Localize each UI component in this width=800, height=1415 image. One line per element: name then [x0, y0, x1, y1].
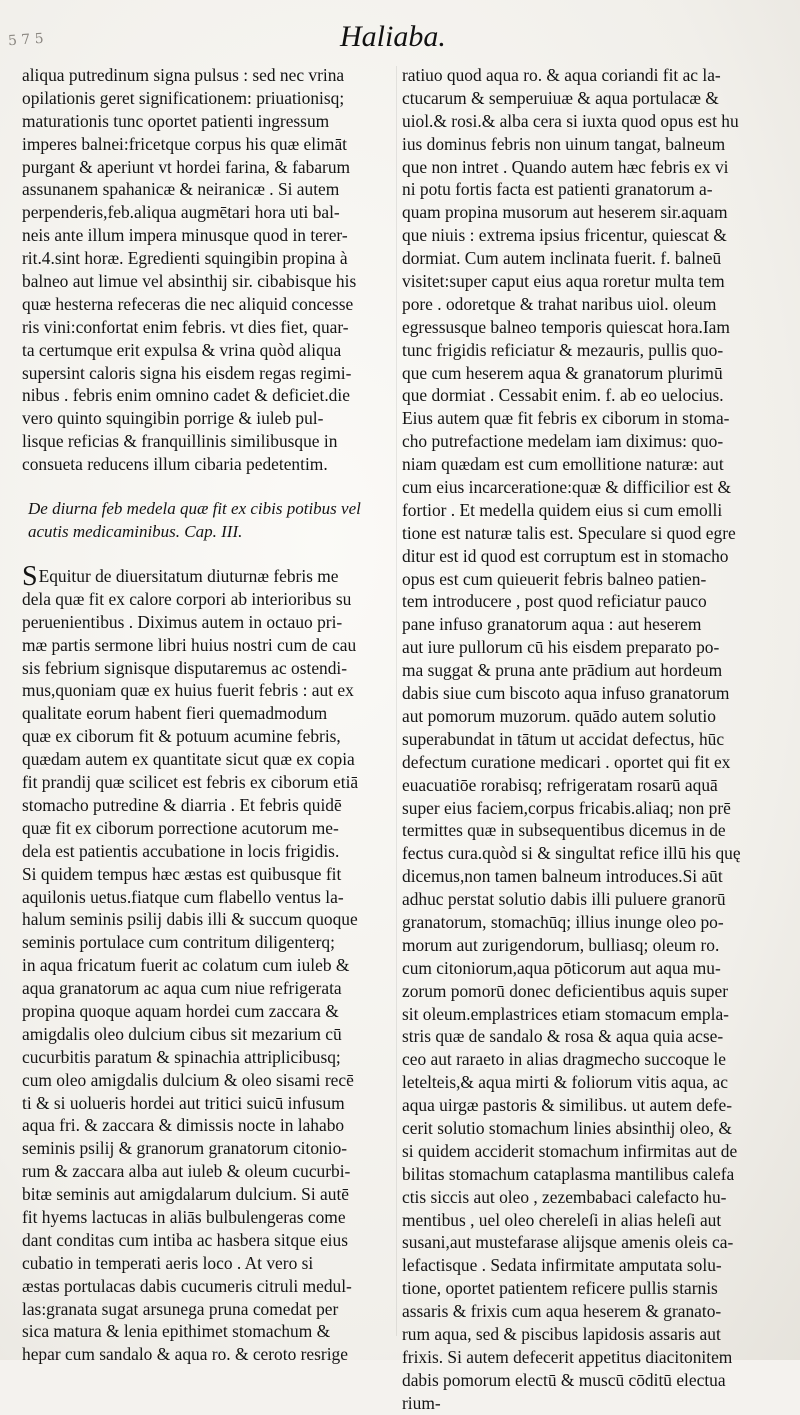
text-line: æstas portulacas dabis cucumeris citruli medul-: [22, 1275, 352, 1296]
text-line: lefactisque . Sedata infirmitate amputata solu-: [402, 1255, 722, 1276]
margin-note: 5 7 5: [7, 30, 45, 50]
text-line: dicemus,non tamen balneum introduces.Si aūt: [402, 866, 723, 887]
paragraph-two: [22, 561, 394, 1366]
text-line: sica matura & lenia epithimet stomachum &: [22, 1321, 331, 1342]
running-head: Haliaba.: [340, 20, 446, 53]
text-line: dela quæ fit ex calore corpori ab interioribus su: [22, 588, 352, 609]
text-line: rit.4.sint horæ. Egredienti squingibin propina à: [22, 248, 348, 269]
text-line: bitæ seminis aut amigdalarum dulcium. Si autē: [22, 1184, 349, 1205]
text-line: assaris & frixis cum aqua heserem & granato-: [402, 1301, 722, 1322]
text-line: opilationis geret significationem: priuationisq;: [22, 87, 345, 108]
text-line: vero quinto squingibin porrige & iuleb pul-: [22, 408, 324, 429]
text-line: in aqua fricatum fuerit ac colatum cum iuleb &: [22, 955, 350, 976]
drop-cap: S: [22, 561, 38, 593]
text-line: ditur est id quod est corruptum est in stomacho: [402, 545, 729, 566]
text-line: bilitas stomachum cataplasma mantilibus calefa: [402, 1163, 735, 1184]
text-line: pane infuso granatorum aqua : aut heserem: [402, 614, 702, 635]
text-line: termittes quæ in subsequentibus dicemus in de: [402, 820, 726, 841]
text-line: rium-: [402, 1392, 441, 1413]
text-line: stomacho putredine & diarria . Et febris quidē: [22, 794, 342, 815]
text-line: defectum curatione medicari . oportet qui fit ex: [402, 751, 731, 772]
text-line: hepar cum sandalo & aqua ro. & ceroto resrige: [22, 1344, 348, 1365]
text-line: ma suggat & pruna ante prādium aut hordeum: [402, 660, 723, 681]
text-line: visitet:super caput eius aqua roretur multa tem: [402, 271, 725, 292]
text-line: si quidem acciderit stomachum infirmitas aut de: [402, 1140, 738, 1161]
text-line: zorum pomorū donec deficientibus aquis super: [402, 980, 728, 1001]
text-line: aquilonis uetus.fiatque cum flabello ventus la-: [22, 886, 344, 907]
text-line: uiol.& rosi.& alba cera si iuxta quod opus est hu: [402, 110, 739, 131]
text-line: cum oleo amigdalis dulcium & oleo sisami recē: [22, 1069, 354, 1090]
text-line: tem introducere , post quod reficiatur pauco: [402, 591, 707, 612]
text-line: frixis. Si autem defecerit appetitus diacitonitem: [402, 1346, 733, 1367]
text-line: balneo aut limue vel absinthij sir. cibabisque his: [22, 271, 357, 292]
text-line: imperes balnei:fricetque corpus his quæ elimāt: [22, 133, 348, 154]
text-line: halum seminis psilij dabis illi & succum quoque: [22, 909, 358, 930]
text-line: lisque reficias & franquillinis similibusque in: [22, 431, 338, 452]
text-line: cucurbitis paratum & spinachia attriplicibusq;: [22, 1046, 341, 1067]
text-line: stris quæ de sandalo & rosa & aqua quia acse-: [402, 1026, 724, 1047]
text-line: tunc frigidis reficiatur & mezauris, pullis quo-: [402, 339, 724, 360]
spacer: [22, 476, 394, 498]
text-line: ctucarum & semperuiuæ & aqua portulacæ &: [402, 87, 719, 108]
text-line: sis febrium signisque disputaremus ac ostendi-: [22, 657, 348, 678]
text-line: neis ante illum impera minusque quod in terer-: [22, 225, 348, 246]
text-line: perpenderis,feb.aliqua augmētari hora uti bal-: [22, 202, 340, 223]
text-line: las:granata sugat arsunega pruna comedat per: [22, 1298, 339, 1319]
text-line: aliqua putredinum signa pulsus : sed nec vrina: [22, 65, 345, 85]
text-line: fortior . Et medella quidem eius si cum emolli: [402, 499, 723, 520]
text-line: pore . odoretque & trahat naribus uiol. oleum: [402, 293, 717, 314]
text-line: Eius autem quæ fit febris ex ciborum in stoma-: [402, 408, 730, 429]
text-line: assunanem spahanicæ & neiranicæ . Si autem: [22, 179, 340, 200]
text-line: tione est naturæ talis est. Speculare si quod egre: [402, 522, 736, 543]
text-line: superabundat in tātum ut accidat defectus, hūc: [402, 728, 725, 749]
text-line: aut pomorum muzorum. quādo autem solutio: [402, 705, 716, 726]
text-line: niam quædam est cum emollitione naturæ: aut: [402, 454, 724, 475]
text-line: quæ fit ex ciborum porrectione acutorum me-: [22, 817, 339, 838]
text-line: mus,quoniam quæ ex huius fuerit febris : aut ex: [22, 680, 354, 701]
text-line: supersint caloris signa his eisdem regas regimi-: [22, 362, 352, 383]
text-line: peruenientibus . Diximus autem in octauo pri-: [22, 611, 343, 632]
text-line: cho putrefactione medelam iam diximus: quo-: [402, 431, 724, 452]
text-line: dabis pomorum electū & muscū cōditū electua: [402, 1369, 726, 1390]
text-line: maturationis tunc oportet patienti ingressum: [22, 110, 330, 131]
text-line: aqua fri. & zaccara & dimissis nocte in lahabo: [22, 1115, 345, 1136]
text-line: cubatio in temperati aeris loco . At vero si: [22, 1252, 314, 1273]
column-gutter: [396, 66, 397, 1336]
paragraph-one: [22, 64, 394, 476]
text-line: que non intret . Quando autem hæc febris ex vi: [402, 156, 729, 177]
text-line: quæ hesterna refeceras die nec aliquid concesse: [22, 293, 354, 314]
text-line: ti & si uolueris hordei aut tritici suicū infusum: [22, 1092, 345, 1113]
text-line: qualitate eorum habent fieri quemadmodum: [22, 703, 328, 724]
text-line: dela est patientis accubatione in locis frigidis.: [22, 840, 340, 861]
text-line: ni potu fortis facta est patienti granatorum a-: [402, 179, 713, 200]
text-line: cum eius incarceratione:quæ & difficilior est &: [402, 477, 732, 498]
text-line: ris vini:confortat enim febris. vt dies fiet, quar-: [22, 316, 349, 337]
text-line: cerit solutio stomachum linies absinthij oleo, &: [402, 1117, 732, 1138]
text-line: susani,aut mustefarase alijsque amenis oleis ca-: [402, 1232, 734, 1253]
text-line: purgant & aperiunt vt hordei farina, & fabarum: [22, 156, 351, 177]
text-line-rest: Equitur de diuersitatum diuturnæ febris me: [38, 566, 339, 587]
text-line: aut iure pullorum cū his eisdem preparato po-: [402, 637, 720, 658]
text-line: nibus . febris enim omnino cadet & deficiet.die: [22, 385, 350, 406]
chapter-heading: [28, 498, 394, 543]
text-line: que cum heserem aqua & granatorum plurimū: [402, 362, 723, 383]
text-line: seminis psilij & granorum granatorum citonio-: [22, 1138, 348, 1159]
text-line: quædam autem ex quantitate sicut quæ ex copia: [22, 749, 355, 770]
text-line: quæ ex ciborum fit & potuum acumine febris,: [22, 726, 341, 747]
text-line: egressusque balneo temporis quiescat hora.Iam: [402, 316, 730, 337]
text-line: [22, 561, 394, 593]
spacer: [22, 543, 394, 565]
text-line: ratiuo quod aqua ro. & aqua coriandi fit ac la-: [402, 65, 721, 85]
text-line: ius dominus febris non uinum tangat, balneum: [402, 133, 726, 154]
text-line: rum aqua, sed & piscibus lapidosis assaris aut: [402, 1323, 721, 1344]
text-line: ctis siccis aut oleo , zezembabaci calefacto hu-: [402, 1186, 727, 1207]
text-line: seminis portulace cum contritum diligenterq;: [22, 932, 335, 953]
text-line: quam propina musorum aut heserem sir.aquam: [402, 202, 728, 223]
text-line: fit hyems lactucas in aliās bulbulengeras come: [22, 1206, 346, 1227]
text-line: consueta reducens illum cibaria pedetentim.: [22, 454, 328, 475]
text-line: dabis siue cum biscoto aqua infuso granatorum: [402, 683, 730, 704]
text-line: adhuc perstat solutio dabis illi puluere granorū: [402, 889, 726, 910]
text-line: tione, oportet patientem reficere pullis starnis: [402, 1278, 718, 1299]
text-line: euacuatiōe rorabisq; refrigeratam rosarū aquā: [402, 774, 718, 795]
text-line: que dormiat . Cessabit enim. f. ab eo uelocius.: [402, 385, 724, 406]
text-line: granatorum, stomachūq; illius inunge oleo po-: [402, 911, 724, 932]
text-line: ta certumque erit expulsa & vrina quòd aliqua: [22, 339, 342, 360]
text-line: que niuis : extrema ipsius fricentur, quiescat &: [402, 225, 727, 246]
heading-line: De diurna feb medela quæ fit ex cibis potibus vel: [28, 499, 361, 519]
text-line: dant conditas cum intiba ac hasbera sitque eius: [22, 1229, 348, 1250]
text-line: amigdalis oleo dulcium cibus sit mezarium cū: [22, 1023, 342, 1044]
text-line: propina quoque aquam hordei cum zaccara &: [22, 1000, 339, 1021]
text-line: rum & zaccara alba aut iuleb & oleum cucurbi-: [22, 1161, 351, 1182]
text-line: mentibus , uel oleo chereleſi in alias heleſi aut: [402, 1209, 722, 1230]
text-line: opus est cum quieuerit febris balneo patien-: [402, 568, 707, 589]
heading-line: acutis medicaminibus. Cap. III.: [28, 521, 243, 541]
right-column: [402, 64, 774, 1415]
text-line: fectus cura.quòd si & singultat refice illū his quę: [402, 843, 741, 864]
text-line: super eius faciem,corpus fricabis.aliaq; non prē: [402, 797, 731, 818]
text-line: aqua uirgæ pastoris & similibus. ut autem defe-: [402, 1095, 733, 1116]
text-line: mæ partis sermone libri huius nostri cum de cau: [22, 634, 357, 655]
text-line: morum aut zurigendorum, bulliasq; oleum ro.: [402, 934, 720, 955]
left-column: [22, 64, 394, 1366]
text-line: dormiat. Cum autem inclinata fuerit. f. balneū: [402, 248, 722, 269]
text-line: cum citoniorum,aqua pōticorum aut aqua mu-: [402, 957, 721, 978]
text-line: sit oleum.emplastrices etiam stomacum empla-: [402, 1003, 729, 1024]
text-line: ceo aut raraeto in alias dragmecho succoque le: [402, 1049, 726, 1070]
text-line: fit prandij quæ scilicet est febris ex ciborum etiā: [22, 772, 359, 793]
text-line: Si quidem tempus hæc æstas est quibusque fit: [22, 863, 342, 884]
text-line: aqua granatorum ac aqua cum niue refrigerata: [22, 978, 342, 999]
text-line: letelteis,& aqua mirti & foliorum vitis aqua, ac: [402, 1072, 728, 1093]
